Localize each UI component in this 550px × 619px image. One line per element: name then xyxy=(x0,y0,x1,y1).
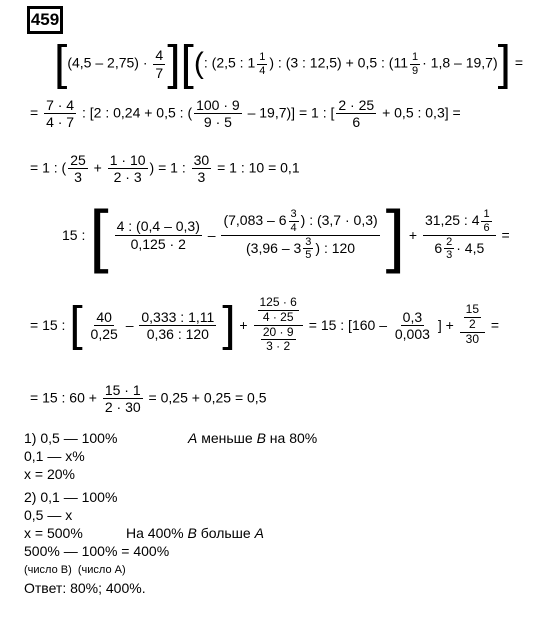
fraction: $\frac{1}{9}$ xyxy=(412,50,419,77)
math-line-2: = $\frac{7 \cdot 4}{4 \cdot 7}$ : [2 : 0,24 + 0,5 : ( $\frac{100 \cdot 9}{9 \cdot 5}$ – 19,7)] = 1 : [ $\frac{2 \cdot 25}{6}$ + 0,5 : 0,3] = xyxy=(30,97,461,131)
math-line-5: = 15 : [ $\frac{40}{0,25}$ – $\frac{0,333 : 1,11}{0,36 : 120}$ ] + $\frac{\frac{125 \cdot 6}{4 \cdot 25}}{\frac{20 \cdot 9}{3 \cdot 2}}$ = 15 : [160 – $\frac{0,3}{0,003}$ ] + $\frac{\frac{15}{2}}{30}$ = xyxy=(30,295,500,354)
fraction: $\frac{25}{3}$ xyxy=(70,152,86,186)
math-line-3: = 1 : ( $\frac{25}{3}$ + $\frac{1 \cdot 10}{2 \cdot 3}$ ) = 1 : $\frac{30}{3}$ = 1 : 10 = 0,1 xyxy=(30,152,300,186)
expr-part: – 19,7)] = 1 : [ xyxy=(247,104,335,121)
solution-note-3: (число B) (число A) xyxy=(24,564,126,576)
solution-line-1: 1) 0,5 — 100% xyxy=(24,430,118,446)
fraction: $\frac{0,3}{0,003}$ xyxy=(394,308,430,342)
expr-part: · 1,8 – 19,7) xyxy=(422,54,498,71)
fraction: $\frac{\frac{125 \cdot 6}{4 \cdot 25}}{\frac{20 \cdot 9}{3 \cdot 2}}$ xyxy=(254,296,303,354)
fraction: 31,25 : 4 $\frac{1}{6}$ 6 $\frac{2}{3}$ · 4,5 xyxy=(423,208,496,262)
fraction: $\frac{40}{0,25}$ xyxy=(90,308,118,342)
fraction: $\frac{0,333 : 1,11}{0,36 : 120}$ xyxy=(141,308,215,342)
fraction: $\frac{\frac{15}{2}}{30}$ xyxy=(460,303,485,346)
solution-line-6: x = 500% xyxy=(24,525,83,541)
math-line-1: [(4,5 – 2,75) · $\frac{4}{7}$ ][(: (2,5 : 1 $\frac{1}{4}$ ) : (3 : 12,5) + 0,5 : (11 $\frac{1}{9}$ · 1,8 – 19,7)] = xyxy=(54,37,524,90)
fraction: $\frac{4}{7}$ xyxy=(155,47,164,81)
math-line-6: = 15 : 60 + $\frac{15 \cdot 1}{2 \cdot 30}$ = 0,25 + 0,25 = 0,5 xyxy=(30,382,267,416)
solution-line-5: 0,5 — x xyxy=(24,507,73,523)
fraction: $\frac{1 \cdot 10}{2 \cdot 3}$ xyxy=(109,152,146,186)
math-line-4: 15 : [ $\frac{4 : (0,4 - 0,3)}{0,125 \cdot 2}$ – (7,083 – 6 $\frac{3}{4}$ ) : (3,7 · 0,3) (3,96 – 3 $\frac{3}{5}$ ) : 120 ] + 31,25 : 4 $\frac{1}{6}$ 6 $\frac{2}{3}$ · 4,5 = xyxy=(62,196,510,274)
fraction: $\frac{7 \cdot 4}{4 \cdot 7}$ xyxy=(46,97,75,131)
fraction: $\frac{2 \cdot 25}{6}$ xyxy=(338,97,375,131)
expr-part: : [2 : 0,24 + 0,5 : ( xyxy=(81,104,193,121)
expr-part: : (2,5 : 1 xyxy=(203,54,256,71)
solution-note-1: A меньше B на 80% xyxy=(188,430,318,446)
solution-line-7: 500% — 100% = 400% xyxy=(24,543,170,559)
fraction: $\frac{15 \cdot 1}{2 \cdot 30}$ xyxy=(104,382,141,416)
solution-line-2: 0,1 — x% xyxy=(24,448,85,464)
solution-note-2: На 400% B больше A xyxy=(126,525,264,541)
solution-line-3: x = 20% xyxy=(24,466,75,482)
expr-part: ) : (3 : 12,5) + 0,5 : (11 xyxy=(269,54,408,71)
expr-part: (4,5 – 2,75) · xyxy=(67,54,148,71)
fraction: $\frac{4 : (0,4 - 0,3)}{0,125 \cdot 2}$ xyxy=(116,218,200,252)
fraction: $\frac{100 \cdot 9}{9 \cdot 5}$ xyxy=(196,97,240,131)
fraction: (7,083 – 6 $\frac{3}{4}$ ) : (3,7 · 0,3) (3,96 – 3 $\frac{3}{5}$ ) : 120 xyxy=(223,208,378,262)
solution-line-4: 2) 0,1 — 100% xyxy=(24,489,118,505)
fraction: $\frac{30}{3}$ xyxy=(193,152,210,186)
expr-part: + 0,5 : 0,3] = xyxy=(382,104,461,121)
answer: Ответ: 80%; 400%. xyxy=(24,580,146,596)
fraction: $\frac{1}{4}$ xyxy=(259,50,266,77)
problem-number: 459 xyxy=(27,6,63,34)
